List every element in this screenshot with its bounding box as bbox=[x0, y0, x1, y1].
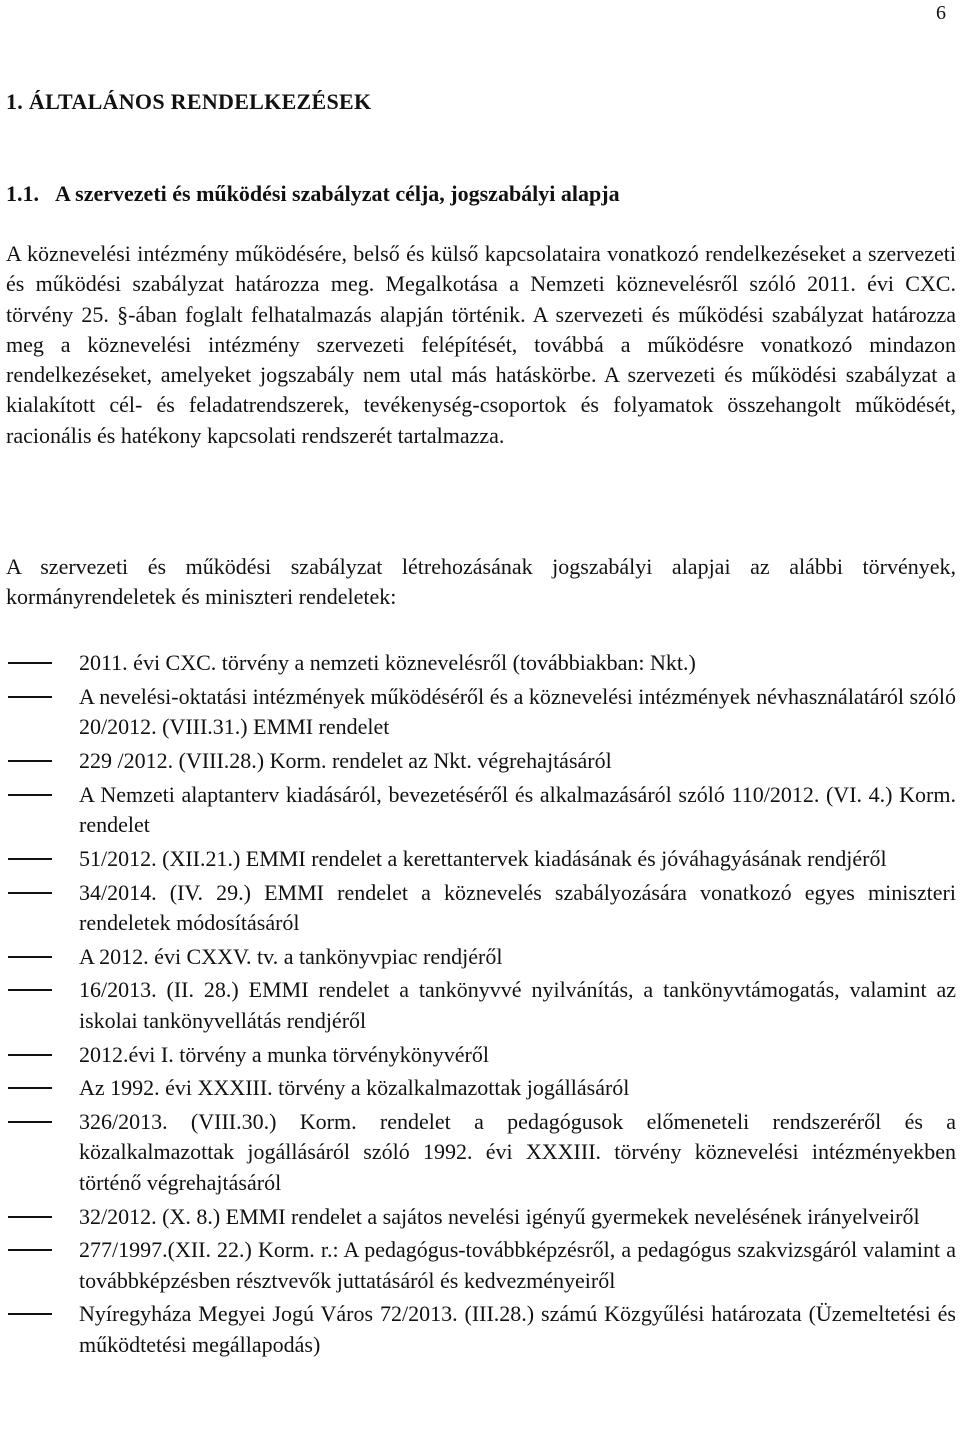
section-heading: 1. ÁLTALÁNOS RENDELKEZÉSEK bbox=[6, 89, 372, 114]
list-item-text: 326/2013. (VIII.30.) Korm. rendelet a pedagógusok előmeneteli rendszeréről és a közalkalmazottak jogállásáról szóló 1992. évi XXXIII. törvény köznevelési intézményekben történő végrehajtásáról bbox=[79, 1109, 956, 1195]
dash-bullet-icon bbox=[8, 1313, 52, 1315]
subsection-heading bbox=[6, 178, 620, 210]
list-item bbox=[6, 1202, 956, 1232]
list-item-text: 277/1997.(XII. 22.) Korm. r.: A pedagógus-továbbképzésről, a pedagógus szakvizsgáról valamint a továbbképzésben résztvevők juttatásáról és kedvezményeiről bbox=[79, 1237, 956, 1293]
list-item bbox=[6, 1040, 956, 1070]
dash-bullet-icon bbox=[8, 989, 52, 991]
list-item bbox=[6, 648, 956, 678]
list-item-text: 16/2013. (II. 28.) EMMI rendelet a tankönyvvé nyilvánítás, a tankönyvtámogatás, valamint az iskolai tankönyvellátás rendjéről bbox=[79, 977, 956, 1033]
list-item-text: 2011. évi CXC. törvény a nemzeti köznevelésről (továbbiakban: Nkt.) bbox=[79, 650, 696, 675]
dash-bullet-icon bbox=[8, 1216, 52, 1218]
list-item-text: 229 /2012. (VIII.28.) Korm. rendelet az Nkt. végrehajtásáról bbox=[79, 747, 612, 773]
legal-basis-paragraph: A szervezeti és működési szabályzat létrehozásának jogszabályi alapjai az alábbi törvények, kormányrendeletek és miniszteri rendeletek: bbox=[6, 554, 956, 610]
list-item bbox=[6, 942, 956, 972]
intro-paragraph: A köznevelési intézmény működésére, belső és külső kapcsolataira vonatkozó rendelkezéseket a szervezeti és működési szabályzat határozza meg. Megalkotása a Nemzeti köznevelésről szóló 2011. évi CXC. törvény 25. §-ában foglalt felhatalmazás alapján történik. A szervezeti és működési szabályzat határozza meg a köznevelési intézmény szervezeti felépítését, továbbá a működésre vonatkozó mindazon rendelkezéseket, amelyeket jogszabály nem utal más hatáskörbe. A szervezeti és működési szabályzat a kialakított cél- és feladatrendszerek, tevékenység-csoportok és folyamatok összehangolt működését, racionális és hatékony kapcsolati rendszerét tartalmazza. bbox=[6, 241, 956, 448]
list-item bbox=[6, 746, 956, 776]
law-list bbox=[6, 648, 956, 1364]
list-item bbox=[6, 844, 956, 874]
dash-bullet-icon bbox=[8, 760, 52, 762]
list-item bbox=[6, 1073, 956, 1103]
list-item-text: A 2012. évi CXXV. tv. a tankönyvpiac rendjéről bbox=[79, 943, 503, 969]
list-item bbox=[6, 1299, 956, 1360]
list-item-text: 32/2012. (X. 8.) EMMI rendelet a sajátos nevelési igényű gyermekek nevelésének irányelveiről bbox=[79, 1203, 920, 1229]
dash-bullet-icon bbox=[8, 892, 52, 894]
list-item bbox=[6, 682, 956, 743]
dash-bullet-icon bbox=[8, 1054, 52, 1056]
dash-bullet-icon bbox=[8, 1121, 52, 1123]
list-item-text: 34/2014. (IV. 29.) EMMI rendelet a köznevelés szabályozására vonatkozó egyes miniszteri rendeletek módosításáról bbox=[79, 879, 956, 935]
page-number: 6 bbox=[936, 2, 946, 24]
list-item-text: A nevelési-oktatási intézmények működéséről és a köznevelési intézmények névhasználatáról szóló 20/2012. (VIII.31.) EMMI rendelet bbox=[79, 683, 956, 740]
subsection-title: A szervezeti és működési szabályzat célja, jogszabályi alapja bbox=[55, 181, 620, 206]
list-item bbox=[6, 878, 956, 939]
list-item bbox=[6, 1107, 956, 1198]
list-item bbox=[6, 780, 956, 841]
dash-bullet-icon bbox=[8, 1249, 52, 1251]
dash-bullet-icon bbox=[8, 662, 52, 664]
dash-bullet-icon bbox=[8, 956, 52, 958]
list-item bbox=[6, 1235, 956, 1296]
dash-bullet-icon bbox=[8, 1087, 52, 1089]
dash-bullet-icon bbox=[8, 794, 52, 796]
list-item-text: Az 1992. évi XXXIII. törvény a közalkalmazottak jogállásáról bbox=[79, 1075, 630, 1101]
list-item-text: 51/2012. (XII.21.) EMMI rendelet a kerettantervek kiadásának és jóváhagyásának rendjéről bbox=[79, 845, 887, 871]
list-item-text: A Nemzeti alaptanterv kiadásáról, bevezetéséről és alkalmazásáról szóló 110/2012. (VI. 4.) Korm. rendelet bbox=[79, 781, 956, 837]
dash-bullet-icon bbox=[8, 696, 52, 698]
dash-bullet-icon bbox=[8, 858, 52, 860]
list-item-text: 2012.évi I. törvény a munka törvénykönyvéről bbox=[79, 1041, 489, 1067]
list-item-text: Nyíregyháza Megyei Jogú Város 72/2013. (III.28.) számú Közgyűlési határozata (Üzemeltetési és működtetési megállapodás) bbox=[79, 1301, 956, 1357]
list-item bbox=[6, 975, 956, 1036]
subsection-number: 1.1. bbox=[6, 181, 39, 206]
